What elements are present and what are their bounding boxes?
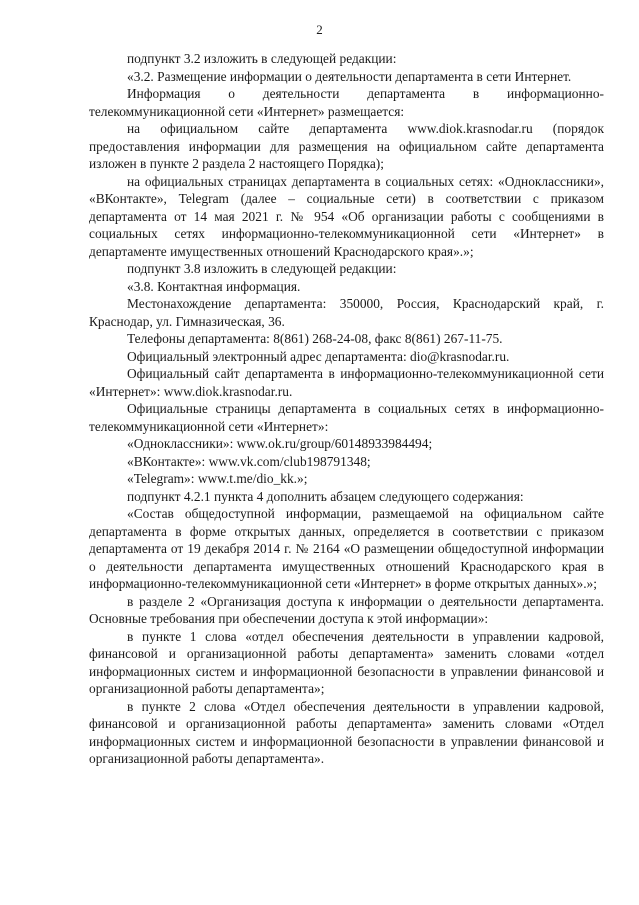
paragraph: Официальные страницы департамента в социальных сетях в информационно-телекоммуникационной сети «Интернет»: <box>89 401 604 434</box>
paragraph: «Telegram»: www.t.me/dio_kk.»; <box>127 471 308 486</box>
page-number: 2 <box>316 22 323 37</box>
paragraph: подпункт 3.2 изложить в следующей редакции: <box>127 51 397 66</box>
paragraph: Местонахождение департамента: 350000, Россия, Краснодарский край, г. Краснодар, ул. Гимназическая, 36. <box>89 296 604 329</box>
paragraph: на официальном сайте департамента www.diok.krasnodar.ru (порядок предоставления информации для размещения на официальном сайте департамента изложен в пункте 2 раздела 2 настоящего Порядка); <box>89 121 604 171</box>
paragraph: «Состав общедоступной информации, размещаемой на официальном сайте департамента в форме открытых данных, определяется в соответствии с приказом департамента от 19 декабря 2014 г. № 2164 «О размещении общедоступной информации о деятельности департамента имущественных отношений Краснодарского края в информационно-телекоммуникационной сети «Интернет» в форме открытых данных».»; <box>89 506 604 591</box>
paragraph: на официальных страницах департамента в социальных сетях: «Одноклассники», «ВКонтакте», Telegram (далее – социальные сети) в соответствии с приказом департамента от 14 мая 2021 г. № 954 «Об организации работы с сообщениями в социальных сетях информационно-телекоммуникационной сети «Интернет» в департаменте имущественных отношений Краснодарского края».»; <box>89 173 604 259</box>
document-body <box>89 50 604 768</box>
paragraph: «3.2. Размещение информации о деятельности департамента в сети Интернет. <box>127 68 572 84</box>
paragraph: Официальный электронный адрес департамента: dio@krasnodar.ru. <box>127 348 510 364</box>
paragraph: Телефоны департамента: 8(861) 268-24-08, факс 8(861) 267-11-75. <box>127 331 503 346</box>
paragraph: Официальный сайт департамента в информационно-телекоммуникационной сети «Интернет»: www.diok.krasnodar.ru. <box>89 366 604 399</box>
paragraph: «Одноклассники»: www.ok.ru/group/60148933984494; <box>127 436 433 451</box>
paragraph: в пункте 1 слова «отдел обеспечения деятельности в управлении кадровой, финансовой и организационной работы департамента» заменить словами «отдел информационных систем и информационной безопасности в управлении финансовой и организационной работы департамента»; <box>89 628 604 696</box>
paragraph: «3.8. Контактная информация. <box>127 278 301 294</box>
paragraph: подпункт 4.2.1 пункта 4 дополнить абзацем следующего содержания: <box>127 488 524 504</box>
paragraph: в разделе 2 «Организация доступа к информации о деятельности департамента. Основные требования при обеспечении доступа к этой информации»: <box>89 593 604 626</box>
paragraph: «ВКонтакте»: www.vk.com/club198791348; <box>127 453 371 469</box>
paragraph: подпункт 3.8 изложить в следующей редакции: <box>127 261 397 276</box>
paragraph: в пункте 2 слова «Отдел обеспечения деятельности в управлении кадровой, финансовой и организационной работы департамента» заменить словами «Отдел информационных систем и информационной безопасности в управлении финансовой и организационной работы департамента». <box>89 698 604 766</box>
paragraph: Информация о деятельности департамента в информационно-телекоммуникационной сети «Интернет» размещается: <box>89 86 604 119</box>
